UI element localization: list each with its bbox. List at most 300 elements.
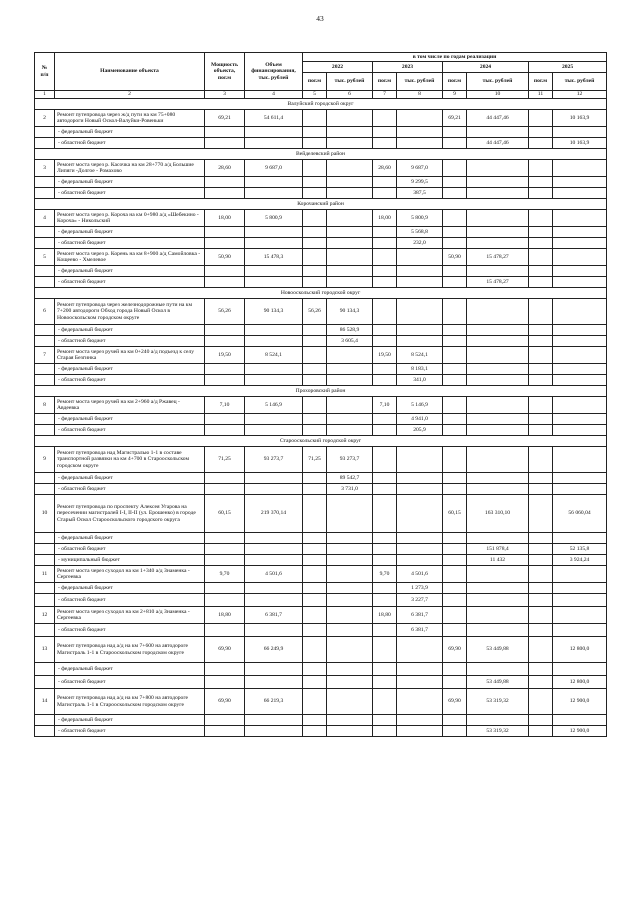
section-row [35,288,607,299]
year-amount [467,266,529,277]
year-amount [553,160,607,177]
year-amount [397,138,443,149]
year-amount: 56 060,04 [553,495,607,533]
year-amount [327,277,373,288]
table-cell [245,336,303,347]
year-amount [327,555,373,566]
table-cell [245,425,303,436]
year-amount [553,397,607,414]
year-length [443,676,467,689]
year-amount: 12 800,0 [553,676,607,689]
object-row [35,110,607,127]
year-amount [467,715,529,726]
year-length [529,663,553,676]
object-row [35,495,607,533]
column-number: 12 [553,91,607,99]
budget-name: - областной бюджет [55,425,205,436]
header-unit: пог.м [373,73,397,91]
year-length [443,138,467,149]
table-cell [205,364,245,375]
year-amount [553,299,607,325]
object-volume: 66 249,9 [245,637,303,663]
budget-row [35,484,607,495]
year-amount [327,160,373,177]
object-row [35,249,607,266]
year-amount [327,188,373,199]
table-cell [205,227,245,238]
object-volume: 6 381,7 [245,607,303,624]
year-length [529,544,553,555]
year-amount: 3 731,0 [327,484,373,495]
year-amount [553,177,607,188]
table-cell [245,555,303,566]
year-length [303,336,327,347]
year-amount: 6 381,7 [397,607,443,624]
row-number: 8 [35,397,55,414]
year-length [529,238,553,249]
row-number: 2 [35,110,55,127]
year-length [303,414,327,425]
budget-row [35,425,607,436]
year-length: 56,26 [303,299,327,325]
section-title: Валуйский городской округ [35,99,607,110]
year-length [303,110,327,127]
year-length [303,266,327,277]
year-amount: 163 310,10 [467,495,529,533]
budget-row [35,544,607,555]
year-length [443,375,467,386]
row-number [35,177,55,188]
budget-name: - областной бюджет [55,624,205,637]
object-row [35,210,607,227]
year-amount [397,299,443,325]
object-capacity: 9,70 [205,566,245,583]
year-amount [397,110,443,127]
year-length [373,583,397,594]
year-length: 9,70 [373,566,397,583]
table-cell [205,583,245,594]
year-length [373,299,397,325]
year-length [373,544,397,555]
year-amount: 52 135,8 [553,544,607,555]
year-length [529,160,553,177]
row-number [35,624,55,637]
year-length [529,676,553,689]
year-amount [553,484,607,495]
year-amount: 53 319,32 [467,689,529,715]
year-length [443,484,467,495]
year-amount [553,249,607,266]
budget-row [35,473,607,484]
year-length [373,637,397,663]
header-unit: тыс. рублей [467,73,529,91]
year-length [443,336,467,347]
budget-row [35,414,607,425]
table-cell [245,594,303,607]
budget-name: - областной бюджет [55,138,205,149]
year-length [529,138,553,149]
year-amount: 6 381,7 [397,624,443,637]
budget-name: - областной бюджет [55,238,205,249]
budget-name: - областной бюджет [55,375,205,386]
year-amount [553,566,607,583]
year-length [529,127,553,138]
year-length [303,484,327,495]
table-cell [245,624,303,637]
table-cell [205,594,245,607]
object-capacity: 18,80 [205,607,245,624]
budget-name: - областной бюджет [55,676,205,689]
year-amount [327,249,373,266]
header-unit: пог.м [443,73,467,91]
year-length [303,689,327,715]
year-length [443,583,467,594]
year-length [373,188,397,199]
table-cell [205,663,245,676]
budget-row [35,188,607,199]
year-amount [467,484,529,495]
object-row [35,160,607,177]
header-unit: пог.м [303,73,327,91]
object-capacity: 7,10 [205,397,245,414]
table-cell [205,484,245,495]
budget-name: - областной бюджет [55,336,205,347]
year-amount [553,266,607,277]
row-number [35,594,55,607]
year-length [373,624,397,637]
header-name: Наименование объекта [55,53,205,91]
year-length [529,336,553,347]
year-amount [467,425,529,436]
year-amount [397,689,443,715]
year-length [303,347,327,364]
row-number [35,555,55,566]
year-amount [467,210,529,227]
year-amount [397,473,443,484]
year-amount [467,447,529,473]
year-amount [467,607,529,624]
year-amount: 232,0 [397,238,443,249]
year-length [303,715,327,726]
year-amount: 10 163,9 [553,138,607,149]
year-amount: 5 568,8 [397,227,443,238]
budget-name: - федеральный бюджет [55,364,205,375]
year-length [373,594,397,607]
budget-name: - областной бюджет [55,594,205,607]
column-number: 6 [327,91,373,99]
year-amount: 5 800,9 [397,210,443,227]
budget-name: - федеральный бюджет [55,325,205,336]
year-amount [397,447,443,473]
table-cell [205,544,245,555]
year-length [303,583,327,594]
object-capacity: 19,50 [205,347,245,364]
year-amount [553,336,607,347]
row-number [35,238,55,249]
year-amount: 53 449,88 [467,637,529,663]
row-number [35,726,55,737]
year-length [443,266,467,277]
year-length [373,364,397,375]
year-amount [553,364,607,375]
header-unit: пог.м [529,73,553,91]
object-volume: 5 800,9 [245,210,303,227]
year-amount [553,325,607,336]
year-length [529,227,553,238]
section-title: Корочанский район [35,199,607,210]
year-amount: 12 800,0 [553,637,607,663]
year-amount [553,607,607,624]
year-amount [467,473,529,484]
year-length: 18,80 [373,607,397,624]
object-row [35,689,607,715]
year-length [303,364,327,375]
year-amount: 86 528,9 [327,325,373,336]
year-amount [397,637,443,663]
year-amount [467,663,529,676]
object-capacity: 50,90 [205,249,245,266]
column-number: 3 [205,91,245,99]
year-amount: 15 478,27 [467,277,529,288]
year-amount [327,414,373,425]
year-amount: 3 605,4 [327,336,373,347]
row-number [35,533,55,544]
table-cell [245,138,303,149]
year-length [443,726,467,737]
year-length [303,210,327,227]
row-number: 6 [35,299,55,325]
table-cell [205,188,245,199]
year-length [303,238,327,249]
section-title: Вейделевский район [35,149,607,160]
year-length [373,663,397,676]
year-amount: 3 924,24 [553,555,607,566]
year-length [529,188,553,199]
row-number [35,473,55,484]
year-amount [553,127,607,138]
year-amount [553,347,607,364]
object-name: Ремонт моста через р. Касочка на км 28+770 а/д Большие Липяги -Долгое - Ромахово [55,160,205,177]
year-amount [327,583,373,594]
year-amount [327,266,373,277]
year-amount: 53 449,88 [467,676,529,689]
object-name: Ремонт моста через ручей на км 0+240 а/д подъезд к селу Старая Безгинка [55,347,205,364]
year-length [443,397,467,414]
year-amount: 90 134,3 [327,299,373,325]
year-amount [327,138,373,149]
object-capacity: 18,00 [205,210,245,227]
header-unit: тыс. рублей [397,73,443,91]
year-length [303,177,327,188]
year-length [303,188,327,199]
column-number: 10 [467,91,529,99]
object-capacity: 69,21 [205,110,245,127]
year-amount [397,676,443,689]
object-row [35,347,607,364]
budget-name: - областной бюджет [55,484,205,495]
year-length [443,624,467,637]
year-amount: 15 478,27 [467,249,529,266]
year-length [529,347,553,364]
object-capacity: 71,25 [205,447,245,473]
table-cell [205,127,245,138]
year-amount [327,210,373,227]
year-amount [397,325,443,336]
year-amount [467,414,529,425]
table-cell [245,473,303,484]
object-volume: 66 219,3 [245,689,303,715]
table-cell [205,414,245,425]
row-number: 5 [35,249,55,266]
year-length [529,364,553,375]
budget-name: - областной бюджет [55,544,205,555]
year-amount [397,555,443,566]
year-length [529,533,553,544]
object-volume: 15 478,3 [245,249,303,266]
year-length [373,177,397,188]
year-amount [553,533,607,544]
year-amount: 9 687,0 [397,160,443,177]
budget-row [35,624,607,637]
year-amount: 12 900,0 [553,726,607,737]
year-amount [553,227,607,238]
year-length [303,566,327,583]
table-cell [205,375,245,386]
year-length [529,277,553,288]
year-amount: 8 183,1 [397,364,443,375]
row-number [35,364,55,375]
year-length [529,375,553,386]
year-length: 50,90 [443,249,467,266]
year-amount: 151 878,4 [467,544,529,555]
year-length [443,160,467,177]
column-number: 8 [397,91,443,99]
year-amount: 12 900,0 [553,689,607,715]
year-length [443,414,467,425]
budget-row [35,555,607,566]
year-length [443,555,467,566]
year-amount [467,336,529,347]
year-length [443,177,467,188]
object-name: Ремонт моста через ручей на км 2+960 а/д Ржавец - Авдеевка [55,397,205,414]
table-cell [245,364,303,375]
year-length: 69,90 [443,689,467,715]
year-length [443,607,467,624]
year-amount: 1 273,9 [397,583,443,594]
header-by-years: в том числе по годам реализации [303,53,607,62]
year-length [373,676,397,689]
year-length [443,299,467,325]
year-amount [327,110,373,127]
section-title: Старооскольский городской округ [35,436,607,447]
object-name: Ремонт путепровода через ж/д пути на км 75+080 автодороги Новый Оскол-Валуйки-Ровеньки [55,110,205,127]
budget-name: - федеральный бюджет [55,177,205,188]
year-amount [553,238,607,249]
year-amount [467,364,529,375]
row-number: 11 [35,566,55,583]
year-length [303,277,327,288]
year-amount [467,299,529,325]
column-number: 5 [303,91,327,99]
table-cell [205,266,245,277]
year-length [303,726,327,737]
object-name: Ремонт моста через р. Корень на км 8+900 а/д Самойловка - Кощеево - Хмелевое [55,249,205,266]
year-length [373,249,397,266]
year-amount [467,583,529,594]
row-number: 10 [35,495,55,533]
section-row [35,99,607,110]
header-unit: тыс. рублей [553,73,607,91]
table-cell [205,555,245,566]
year-length [373,447,397,473]
row-number [35,484,55,495]
budget-row [35,238,607,249]
year-amount [397,336,443,347]
year-amount [327,397,373,414]
section-title: Прохоровский район [35,386,607,397]
year-amount [467,397,529,414]
table-cell [205,336,245,347]
object-volume: 54 611,4 [245,110,303,127]
row-number [35,715,55,726]
row-number: 13 [35,637,55,663]
table-cell [205,624,245,637]
year-length [303,138,327,149]
object-row [35,566,607,583]
year-length [303,397,327,414]
year-length [373,238,397,249]
year-amount [327,227,373,238]
year-amount [327,637,373,663]
budget-row [35,177,607,188]
year-length [303,594,327,607]
section-row [35,149,607,160]
year-amount: 3 227,7 [397,594,443,607]
table-cell [205,238,245,249]
year-amount [467,594,529,607]
table-cell [205,177,245,188]
year-length [529,594,553,607]
year-length [373,227,397,238]
year-amount [327,566,373,583]
row-number [35,425,55,436]
year-amount: 4 941,0 [397,414,443,425]
table-cell [205,676,245,689]
budget-row [35,266,607,277]
year-amount [553,715,607,726]
year-amount [397,544,443,555]
object-capacity: 69,90 [205,689,245,715]
object-row [35,299,607,325]
table-cell [245,583,303,594]
year-length: 60,15 [443,495,467,533]
year-length [373,127,397,138]
year-length [303,607,327,624]
year-length [373,555,397,566]
section-row [35,436,607,447]
budget-name: - областной бюджет [55,277,205,288]
year-length [443,238,467,249]
year-amount: 4 501,6 [397,566,443,583]
row-number [35,188,55,199]
year-amount [397,663,443,676]
year-amount [467,533,529,544]
year-amount: 8 524,1 [397,347,443,364]
year-amount [467,624,529,637]
year-length [303,227,327,238]
year-length [529,425,553,436]
budget-name: - федеральный бюджет [55,583,205,594]
